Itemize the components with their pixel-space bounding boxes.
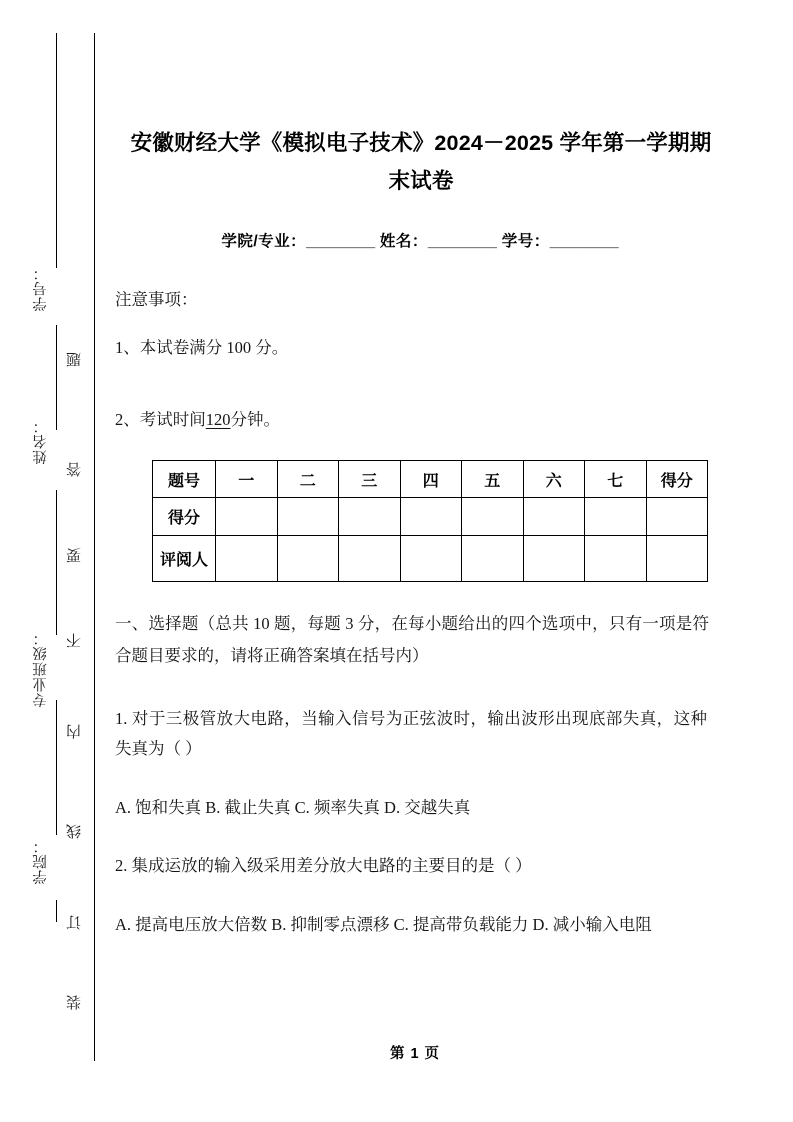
score-table-header-cell-7: 六 bbox=[523, 461, 585, 498]
seal-outer-line-segment-1 bbox=[56, 33, 57, 268]
score-table-cell[interactable] bbox=[646, 536, 708, 582]
score-table bbox=[152, 460, 708, 582]
seal-phrase-char-8: 装 bbox=[67, 995, 83, 1010]
score-table-cell[interactable] bbox=[462, 498, 524, 536]
score-table-cell[interactable] bbox=[277, 536, 339, 582]
score-table-header-cell-9: 得分 bbox=[646, 461, 708, 498]
identity-fields-line bbox=[125, 229, 715, 251]
document-body bbox=[115, 0, 715, 1122]
score-table-row bbox=[153, 536, 708, 582]
score-table-cell[interactable] bbox=[216, 536, 278, 582]
score-table-header-cell-8: 七 bbox=[585, 461, 647, 498]
seal-outer-line-segment-5 bbox=[56, 900, 57, 922]
notice-item-2 bbox=[115, 405, 707, 435]
notice-item-2-pre: 2、考试时间 bbox=[115, 410, 206, 429]
seal-outer-line-segment-3 bbox=[56, 490, 57, 635]
name-label: 姓名： bbox=[379, 233, 428, 250]
score-table-header-cell-4: 三 bbox=[339, 461, 401, 498]
name-blank[interactable]: ________ bbox=[427, 233, 497, 250]
seal-phrase-char-4: 不 bbox=[67, 633, 83, 648]
question-1-text: 1. 对于三极管放大电路，当输入信号为正弦波时，输出波形出现底部失真，这种失真为（ ） bbox=[115, 709, 707, 758]
score-table-cell[interactable] bbox=[585, 498, 647, 536]
page-title: 安徽财经大学《模拟电子技术》2024－2025 学年第一学期期末试卷 bbox=[130, 131, 712, 193]
score-table-cell[interactable] bbox=[585, 536, 647, 582]
score-table-cell[interactable] bbox=[646, 498, 708, 536]
question-2-text: 2. 集成运放的输入级采用差分放大电路的主要目的是（ ） bbox=[115, 856, 532, 875]
seal-outer-line-segment-4 bbox=[56, 700, 57, 835]
seal-label-3: 专业班级： bbox=[33, 630, 49, 708]
seal-phrase-char-6: 线 bbox=[67, 824, 83, 839]
score-table-cell[interactable] bbox=[523, 536, 585, 582]
college-major-label: 学院/专业： bbox=[221, 233, 307, 250]
seal-line-margin bbox=[0, 0, 115, 1122]
seal-phrase-char-3: 要 bbox=[67, 548, 83, 563]
seal-phrase-char-7: 订 bbox=[67, 915, 83, 930]
score-table-header-cell-3: 二 bbox=[277, 461, 339, 498]
score-table-row bbox=[153, 498, 708, 536]
score-table-header-cell-6: 五 bbox=[462, 461, 524, 498]
score-table-cell[interactable] bbox=[216, 498, 278, 536]
seal-label-1: 学号： bbox=[33, 265, 49, 312]
score-table-row-label-2: 评阅人 bbox=[153, 536, 216, 582]
score-table-cell[interactable] bbox=[277, 498, 339, 536]
notice-heading: 注意事项： bbox=[115, 290, 198, 309]
score-table-cell[interactable] bbox=[462, 536, 524, 582]
seal-label-2: 姓名： bbox=[33, 418, 49, 465]
seal-outer-line-segment-2 bbox=[56, 325, 57, 430]
score-table-header-cell-1: 题号 bbox=[153, 461, 216, 498]
notice-item-1: 1、本试卷满分 100 分。 bbox=[115, 338, 289, 357]
seal-inner-vertical-line bbox=[94, 33, 95, 1061]
student-id-label: 学号： bbox=[501, 233, 550, 250]
score-table-cell[interactable] bbox=[523, 498, 585, 536]
score-table-cell[interactable] bbox=[400, 536, 462, 582]
question-1-options: A. 饱和失真 B. 截止失真 C. 频率失真 D. 交越失真 bbox=[115, 798, 471, 817]
page-number-footer: 第 1 页 bbox=[389, 1046, 441, 1062]
question-2-options: A. 提高电压放大倍数 B. 抑制零点漂移 C. 提高带负载能力 D. 减小输入电阻 bbox=[115, 915, 652, 934]
seal-phrase-char-2: 答 bbox=[67, 462, 83, 477]
student-id-blank[interactable]: ________ bbox=[549, 233, 619, 250]
score-table-cell[interactable] bbox=[339, 536, 401, 582]
notice-item-2-post: 分钟。 bbox=[230, 410, 280, 429]
seal-phrase-char-1: 题 bbox=[67, 352, 83, 367]
seal-phrase-char-5: 内 bbox=[67, 724, 83, 739]
score-table-header-row bbox=[153, 461, 708, 498]
score-table-cell[interactable] bbox=[400, 498, 462, 536]
seal-label-4: 学院： bbox=[33, 838, 49, 885]
section-heading-choice: 一、选择题（总共 10 题，每题 3 分，在每小题给出的四个选项中，只有一项是符合题目要求的，请将正确答案填在括号内） bbox=[115, 614, 709, 665]
score-table-header-cell-2: 一 bbox=[216, 461, 278, 498]
score-table-row-label-1: 得分 bbox=[153, 498, 216, 536]
college-major-blank[interactable]: ________ bbox=[306, 233, 376, 250]
score-table-header-cell-5: 四 bbox=[400, 461, 462, 498]
exam-duration-value: 120 bbox=[205, 410, 231, 429]
score-table-cell[interactable] bbox=[339, 498, 401, 536]
